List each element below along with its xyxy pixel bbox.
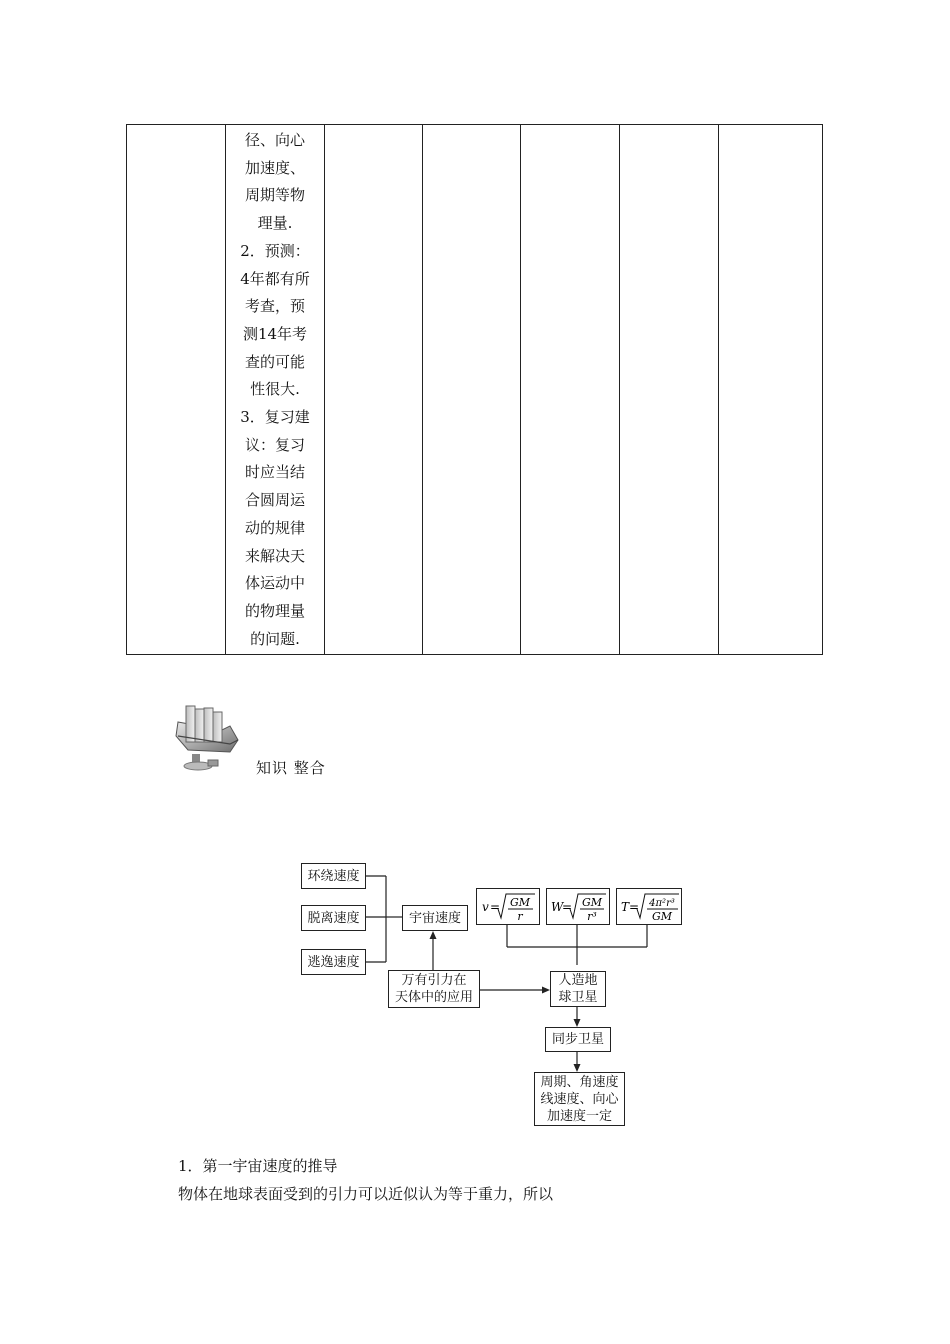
gravitation-application-box <box>388 970 480 1008</box>
cell-line: 3．复习建 <box>240 408 310 427</box>
formula-lhs: v <box>482 900 489 914</box>
cell-line: 4年都有所 <box>240 269 310 288</box>
cell-line: 的物理量 <box>244 601 305 620</box>
cell-line: 理量. <box>257 214 293 233</box>
books-on-computer-icon <box>172 700 252 772</box>
cell-line: 径、向心 <box>244 131 305 149</box>
paragraph-text: 物体在地球表面受到的引力可以近似认为等于重力，所以 <box>178 1185 554 1203</box>
cell-line: 动的规律 <box>244 518 305 537</box>
svg-text:=: = <box>562 900 573 914</box>
cell-line: 体运动中 <box>244 574 305 593</box>
formula-denominator: r³ <box>587 910 597 923</box>
table-cell <box>226 125 325 655</box>
cosmic-speed-box: 宇宙速度 <box>402 905 468 931</box>
escape-velocity-box: 逃逸速度 <box>301 949 366 975</box>
cell-line: 2．预测： <box>240 241 310 260</box>
svg-text:=: = <box>629 900 640 914</box>
table-cell <box>325 125 423 655</box>
formula-denominator: r <box>517 910 523 923</box>
cell-line: 测14年考 <box>242 324 308 343</box>
box-line: 周期、角速度 <box>540 1074 619 1090</box>
box-line: 天体中的应用 <box>394 990 473 1005</box>
section-heading: 1．第一宇宙速度的推导 <box>178 1157 338 1175</box>
table-cell <box>719 125 823 655</box>
cell-line: 周期等物 <box>244 186 305 205</box>
formula-denominator: GM <box>651 910 673 923</box>
escape-speed-box: 脱离速度 <box>301 905 366 931</box>
artificial-satellite-box <box>550 971 606 1007</box>
orbital-speed-box: 环绕速度 <box>301 863 366 889</box>
box-line: 人造地 <box>558 973 598 988</box>
formula-numerator: GM <box>581 896 603 909</box>
box-line: 加速度一定 <box>546 1108 612 1124</box>
angular-velocity-formula <box>546 888 610 925</box>
knowledge-flowchart <box>290 855 710 1135</box>
formula-lhs: W <box>551 900 564 914</box>
cell-line: 考查，预 <box>244 297 305 316</box>
info-table <box>126 124 823 655</box>
box-line: 球卫星 <box>558 990 598 1005</box>
table-row <box>127 125 823 655</box>
constant-quantities-box <box>534 1072 625 1126</box>
formula-numerator: GM <box>509 896 531 909</box>
cell-line: 来解决天 <box>244 546 305 565</box>
section-title: 知识 整合 <box>256 759 326 777</box>
table-cell <box>521 125 620 655</box>
cell-text <box>226 125 324 653</box>
cell-line: 的问题. <box>250 629 300 648</box>
velocity-formula <box>476 888 540 925</box>
cell-line: 时应当结 <box>244 463 305 482</box>
cell-line: 议：复习 <box>244 435 305 454</box>
table-cell <box>127 125 226 655</box>
cell-line: 合圆周运 <box>244 491 305 510</box>
cell-line: 性很大. <box>250 380 300 399</box>
table-cell <box>423 125 521 655</box>
sync-satellite-box: 同步卫星 <box>545 1027 611 1052</box>
cell-line: 加速度、 <box>244 158 305 177</box>
period-formula <box>616 888 682 925</box>
box-line: 线速度、向心 <box>540 1091 619 1107</box>
box-line: 万有引力在 <box>401 973 467 988</box>
formula-lhs: T <box>621 900 630 914</box>
formula-numerator: 4π²r³ <box>649 898 675 909</box>
cell-line: 查的可能 <box>244 352 305 371</box>
table-cell <box>620 125 719 655</box>
svg-text:=: = <box>490 900 501 914</box>
